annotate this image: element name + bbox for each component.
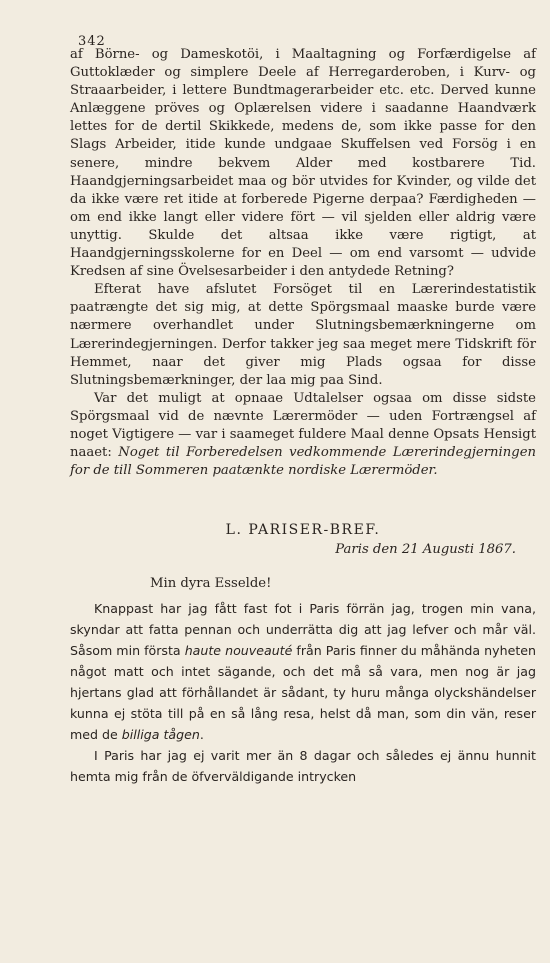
paragraph-conclusion [70, 390, 536, 480]
letter-paragraph-2: I Paris har jag ej varit mer än 8 dagar och således ej ännu hunnit hemta mig från de öfverväldigande intrycken [70, 748, 536, 785]
letter-body [70, 574, 536, 787]
paragraph-conclusion-italic: Noget til Forberedelsen vedkommende Lærerindegjerningen for de till Sommeren paatænkte nordiske Lærermöder. [70, 445, 536, 479]
letter-salutation: Min dyra Esselde! [150, 576, 272, 592]
letter-paragraph-1-part-c: . [199, 727, 204, 743]
letter-italic-haute-nouveaute: haute nouveauté [184, 643, 293, 659]
letter-dateline: Paris den 21 Augusti 1867. [335, 542, 516, 558]
paragraph-continuation: af Börne- og Dameskotöi, i Maaltagning og Forfærdigelse af Guttoklæder og simplere Deele af Herregarderoben, i Kurv- og Straaarbeider, i lettere Bundtmagerarbeider etc. etc. Derved kunne Anlæggene pröves og Oplærelsen videre i saadanne Haandværk lettes for de dertil Skikkede, medens de, som ikke passe for den Slags Arbeider, itide kunde undgaae Skuffelsen ved Forsög i en senere, mindre bekvem Alder med kostbarere Tid. Haandgjerningsarbeidet maa og bör utvides for Kvinder, og vilde det da ikke være ret itide at forberede Pigerne derpaa? Færdigheden — om end ikke langt eller videre fört — vil sjelden eller aldrig være unyttig. Skulde det altsaa ikke være rigtigt, at Haandgjerningsskolerne for en Deel — om end varsomt — udvide Kredsen af sine Övelsesarbeider i den antydede Retning? [70, 47, 536, 280]
page-number: 342 [78, 34, 106, 49]
letter-italic-billiga-tagen: billiga tågen [121, 727, 200, 743]
paragraph-statistik: Efterat have afslutet Forsöget til en Lærerindestatistik paatrængte det sig mig, at dette Spörgsmaal maaske burde være nærmere overhandlet under Slutningsbemærkningerne om Lærerindegjerningen. Derfor takker jeg saa meget mere Tidskrift för Hemmet, naar det giver mig Plads ogsaa for disse Slutningsbemærkninger, der laa mig paa Sind. [70, 282, 536, 388]
letter-paragraph-1 [70, 598, 536, 745]
letter-paragraph-1-part-b: från Paris finner du måhända nyheten något matt och intet sägande, och det må så vara, men nog är jag hjertans glad att förhållandet är sådant, ty huru många olyckshändelser kunna ej stöta till på en så lång resa, helst då man, som din vän, reser med de [70, 643, 536, 743]
paragraph-conclusion-text: Var det muligt at opnaae Udtalelser ogsaa om disse sidste Spörgsmaal vid de nævnte Lærermöder — uden Fortrængsel af noget Vigtigere — var i saameget fuldere Maal denne Opsats Hensigt naaet: [70, 390, 536, 461]
section-title: L. PARISER-BREF. [225, 522, 381, 539]
letter-paragraph-1-part-a: Knappast har jag fått fast fot i Paris förrän jag, trogen min vana, skyndar att fatta pennan och underrätta dig att jag lefver och mår väl. Såsom min första [70, 601, 536, 659]
